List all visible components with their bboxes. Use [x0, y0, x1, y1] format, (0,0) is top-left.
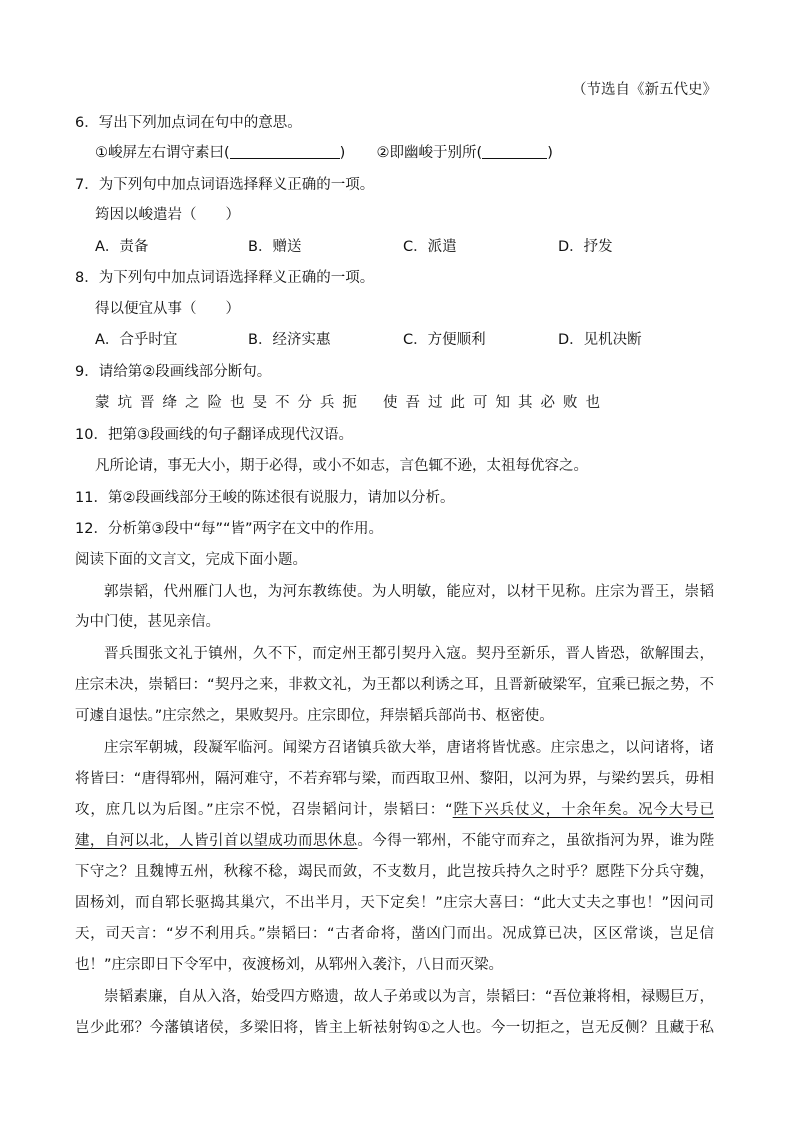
question-7-option-b[interactable]: B．赠送: [248, 239, 302, 255]
passage-line: [75, 800, 714, 820]
passage-line: 晋兵围张文礼于镇州，久不下，而定州王都引契丹入寇。契丹至新乐，晋人皆恐，欲解围去，: [104, 646, 714, 662]
question-8-option-d[interactable]: D．见机决断: [558, 332, 642, 348]
passage-line: 下守之？且魏博五州，秋稼不稔，竭民而敛，不支数月，此岂按兵持久之时乎？愿陛下分兵守魏，: [75, 864, 714, 880]
answer-blank-2[interactable]: [482, 144, 547, 159]
question-6-items: [95, 143, 553, 163]
passage-text: 。今得一郓州，不能守而弃之，虽欲指河为界，谁为陛: [357, 833, 715, 849]
question-9-text: [95, 393, 608, 413]
question-6-item-1-close: ): [339, 145, 346, 161]
question-8-option-a[interactable]: A．合乎时宜: [95, 332, 178, 348]
question-6-item-2: ②即幽峻于别所(: [376, 145, 483, 161]
question-9-text-a: 蒙坑晋绛之险也旻不分兵扼: [95, 395, 365, 411]
question-8-option-b[interactable]: B．经济实惠: [248, 332, 331, 348]
passage-text: 攻，庶几以为后图。”庄宗不悦，召崇韬问计，崇韬曰：“: [75, 802, 453, 818]
passage-line: 将皆曰：“唐得郓州，隔河难守，不若弃郓与梁，而西取卫州、黎阳，以河为界，与梁约罢兵，毋相: [75, 771, 714, 787]
passage-line: 为中门使，甚见亲信。: [75, 614, 220, 630]
underlined-passage-text: 建，自河以北，人皆引首以望成功而思休息: [75, 833, 358, 849]
question-7-option-d[interactable]: D．抒发: [558, 239, 613, 255]
source-note: （节选自《新五代史》: [572, 82, 717, 98]
passage-line: 庄宗军朝城，段凝军临河。闻梁方召诸镇兵欲大举，唐诸将皆忧惑。庄宗患之，以问诸将，诸: [104, 740, 714, 756]
passage-line: 庄宗未决，崇韬曰：“契丹之来，非救文礼，为王都以利诱之耳，且晋新破梁军，宜乘已振之势，不: [75, 677, 714, 693]
question-6-item-2-close: ): [547, 145, 553, 161]
passage-line: 固杨刘，而自郓长驱捣其巢穴，不出半月，天下定矣！”庄宗大喜曰：“此大丈夫之事也！”因问司: [75, 895, 714, 911]
question-7-option-a[interactable]: A．责备: [95, 239, 149, 255]
question-11-stem: 11．第②段画线部分王峻的陈述很有说服力，请加以分析。: [75, 490, 455, 506]
question-7-option-c[interactable]: C．派遣: [403, 239, 457, 255]
question-10-text: 凡所论请，事无大小，期于必得，或小不如志，言色辄不逊，太祖每优容之。: [95, 458, 588, 474]
passage-line: 崇韬素廉，自从入洛，始受四方赂遗，故人子弟或以为言，崇韬曰：“吾位兼将相，禄赐巨万，: [104, 989, 714, 1005]
passage-line: 岂少此邪？今藩镇诸侯，多梁旧将，皆主上斩袪射钩①之人也。今一切拒之，岂无反侧？且藏于私: [75, 1020, 714, 1036]
passage-line: 天，司天言：“岁不利用兵。”崇韬曰：“古者命将，凿凶门而出。况成算已决，区区常谈，岂足信: [75, 926, 714, 942]
passage-line: 郭崇韬，代州雁门人也，为河东教练使。为人明敏，能应对，以材干见称。庄宗为晋王，崇韬: [104, 584, 714, 600]
underlined-passage-text: 陛下兴兵仗义，十余年矣。况今大号已: [452, 802, 715, 818]
question-8-option-c[interactable]: C．方便顺利: [403, 332, 486, 348]
question-10-stem: 10．把第③段画线的句子翻译成现代汉语。: [75, 427, 353, 443]
passage-line: 也！”庄宗即日下令军中，夜渡杨刘，从郓州入袭汴，八日而灭梁。: [75, 957, 504, 973]
passage-line: [75, 831, 714, 851]
reading-intro: 阅读下面的文言文，完成下面小题。: [75, 552, 307, 568]
question-7-sentence: 筠因以峻遣岩（ ）: [95, 207, 240, 223]
question-6-item-1: ①峻屏左右谓守素曰(: [95, 145, 230, 161]
answer-blank-1[interactable]: [230, 144, 340, 159]
question-8-sentence: 得以便宜从事（ ）: [95, 301, 240, 317]
question-6-stem: 6．写出下列加点词在句中的意思。: [75, 115, 302, 131]
question-8-stem: 8．为下列句中加点词语选择释义正确的一项。: [75, 270, 375, 286]
question-9-text-b: 使吾过此可知其必败也: [383, 395, 608, 411]
question-12-stem: 12．分析第③段中“每”“皆”两字在文中的作用。: [75, 521, 383, 537]
question-9-stem: 9．请给第②段画线部分断句。: [75, 364, 272, 380]
passage-line: 可遽自退怯。”庄宗然之，果败契丹。庄宗即位，拜崇韬兵部尚书、枢密使。: [75, 708, 554, 724]
question-7-stem: 7．为下列句中加点词语选择释义正确的一项。: [75, 177, 375, 193]
